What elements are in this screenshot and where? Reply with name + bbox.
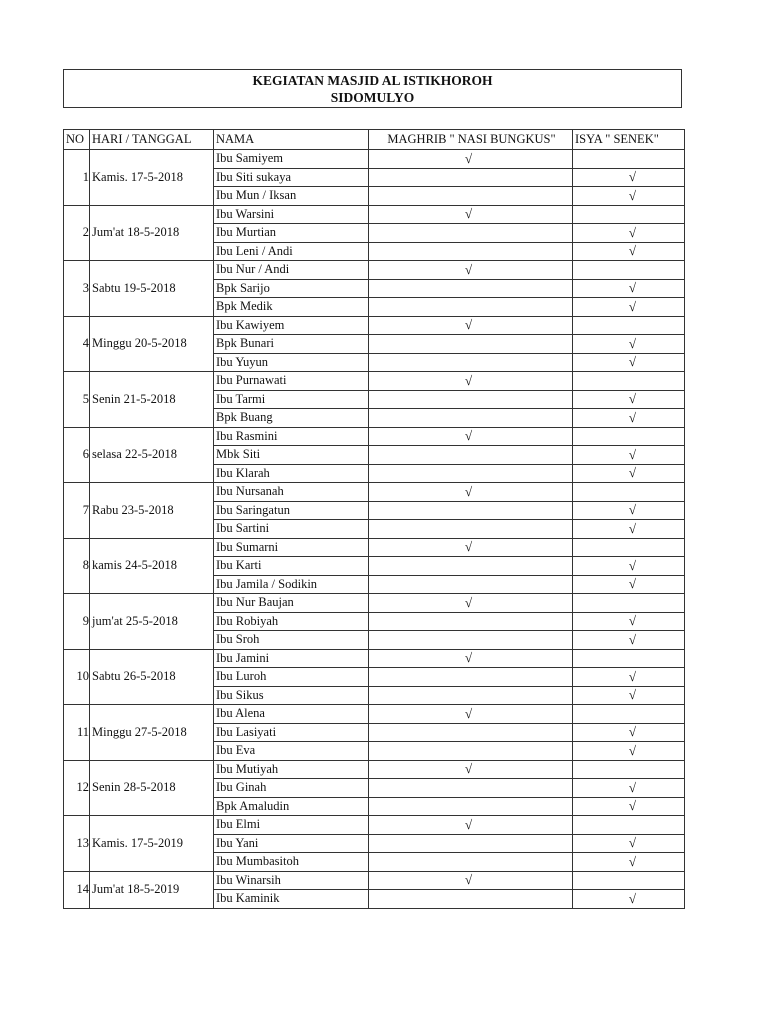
table-row (64, 427, 685, 446)
table-row (64, 816, 685, 835)
isya-check-cell: √ (573, 298, 685, 317)
table-row (64, 261, 685, 280)
row-name: Bpk Amaludin (214, 797, 369, 816)
isya-check-cell (573, 649, 685, 668)
maghrib-check-cell: √ (369, 760, 573, 779)
isya-check-cell (573, 538, 685, 557)
row-name: Ibu Kaminik (214, 890, 369, 909)
schedule-body (64, 150, 685, 909)
row-name: Ibu Sumarni (214, 538, 369, 557)
maghrib-check-cell: √ (369, 261, 573, 280)
row-name: Bpk Buang (214, 409, 369, 428)
isya-check-cell (573, 261, 685, 280)
isya-check-cell: √ (573, 464, 685, 483)
row-date: Kamis. 17-5-2019 (90, 816, 214, 872)
table-row (64, 649, 685, 668)
maghrib-check-cell (369, 242, 573, 261)
row-name: Ibu Purnawati (214, 372, 369, 391)
maghrib-check-cell (369, 464, 573, 483)
row-name: Bpk Medik (214, 298, 369, 317)
isya-check-cell (573, 594, 685, 613)
maghrib-check-cell (369, 446, 573, 465)
maghrib-check-cell (369, 723, 573, 742)
maghrib-check-cell (369, 353, 573, 372)
row-name: Ibu Sartini (214, 520, 369, 539)
header-isya: ISYA " SENEK" (573, 130, 685, 150)
row-name: Bpk Sarijo (214, 279, 369, 298)
table-row (64, 538, 685, 557)
isya-check-cell (573, 150, 685, 169)
maghrib-check-cell (369, 409, 573, 428)
row-name: Ibu Tarmi (214, 390, 369, 409)
row-name: Ibu Alena (214, 705, 369, 724)
row-date: Jum'at 18-5-2019 (90, 871, 214, 908)
isya-check-cell: √ (573, 742, 685, 761)
header-maghrib: MAGHRIB " NASI BUNGKUS" (369, 130, 573, 150)
maghrib-check-cell: √ (369, 649, 573, 668)
isya-check-cell: √ (573, 797, 685, 816)
row-name: Ibu Rasmini (214, 427, 369, 446)
isya-check-cell: √ (573, 335, 685, 354)
row-date: jum'at 25-5-2018 (90, 594, 214, 650)
table-row (64, 594, 685, 613)
maghrib-check-cell: √ (369, 483, 573, 502)
row-name: Ibu Lasiyati (214, 723, 369, 742)
isya-check-cell: √ (573, 242, 685, 261)
row-name: Ibu Nursanah (214, 483, 369, 502)
row-name: Mbk Siti (214, 446, 369, 465)
maghrib-check-cell (369, 168, 573, 187)
row-number: 14 (64, 871, 90, 908)
table-row (64, 483, 685, 502)
maghrib-check-cell (369, 834, 573, 853)
row-name: Ibu Sikus (214, 686, 369, 705)
row-number: 13 (64, 816, 90, 872)
table-row (64, 760, 685, 779)
maghrib-check-cell (369, 686, 573, 705)
row-number: 6 (64, 427, 90, 483)
isya-check-cell (573, 427, 685, 446)
maghrib-check-cell (369, 298, 573, 317)
isya-check-cell: √ (573, 834, 685, 853)
isya-check-cell (573, 705, 685, 724)
row-name: Ibu Sroh (214, 631, 369, 650)
row-name: Ibu Robiyah (214, 612, 369, 631)
maghrib-check-cell: √ (369, 594, 573, 613)
maghrib-check-cell: √ (369, 150, 573, 169)
maghrib-check-cell (369, 890, 573, 909)
isya-check-cell (573, 205, 685, 224)
isya-check-cell: √ (573, 631, 685, 650)
row-name: Ibu Warsini (214, 205, 369, 224)
isya-check-cell: √ (573, 390, 685, 409)
row-name: Ibu Luroh (214, 668, 369, 687)
row-name: Ibu Winarsih (214, 871, 369, 890)
isya-check-cell (573, 760, 685, 779)
document-title: KEGIATAN MASJID AL ISTIKHOROH (252, 73, 493, 88)
table-row (64, 150, 685, 169)
maghrib-check-cell: √ (369, 871, 573, 890)
isya-check-cell: √ (573, 520, 685, 539)
row-number: 2 (64, 205, 90, 261)
maghrib-check-cell: √ (369, 427, 573, 446)
row-name: Ibu Murtian (214, 224, 369, 243)
header-hari: HARI / TANGGAL (90, 130, 214, 150)
row-number: 8 (64, 538, 90, 594)
row-name: Bpk Bunari (214, 335, 369, 354)
maghrib-check-cell (369, 853, 573, 872)
maghrib-check-cell (369, 797, 573, 816)
isya-check-cell: √ (573, 779, 685, 798)
table-row (64, 316, 685, 335)
maghrib-check-cell: √ (369, 316, 573, 335)
row-name: Ibu Jamini (214, 649, 369, 668)
schedule-table (63, 129, 685, 909)
maghrib-check-cell (369, 501, 573, 520)
row-name: Ibu Siti sukaya (214, 168, 369, 187)
row-name: Ibu Karti (214, 557, 369, 576)
isya-check-cell (573, 372, 685, 391)
isya-check-cell (573, 316, 685, 335)
isya-check-cell: √ (573, 279, 685, 298)
row-name: Ibu Mun / Iksan (214, 187, 369, 206)
isya-check-cell: √ (573, 557, 685, 576)
row-number: 4 (64, 316, 90, 372)
row-name: Ibu Kawiyem (214, 316, 369, 335)
maghrib-check-cell (369, 631, 573, 650)
row-number: 1 (64, 150, 90, 206)
row-date: Minggu 20-5-2018 (90, 316, 214, 372)
row-number: 5 (64, 372, 90, 428)
isya-check-cell: √ (573, 168, 685, 187)
row-name: Ibu Nur Baujan (214, 594, 369, 613)
row-name: Ibu Saringatun (214, 501, 369, 520)
maghrib-check-cell (369, 224, 573, 243)
maghrib-check-cell (369, 779, 573, 798)
row-name: Ibu Yani (214, 834, 369, 853)
isya-check-cell: √ (573, 612, 685, 631)
row-name: Ibu Mutiyah (214, 760, 369, 779)
maghrib-check-cell (369, 668, 573, 687)
maghrib-check-cell (369, 187, 573, 206)
row-name: Ibu Eva (214, 742, 369, 761)
row-date: Minggu 27-5-2018 (90, 705, 214, 761)
row-date: Senin 28-5-2018 (90, 760, 214, 816)
row-name: Ibu Yuyun (214, 353, 369, 372)
header-nama: NAMA (214, 130, 369, 150)
row-number: 10 (64, 649, 90, 705)
row-name: Ibu Jamila / Sodikin (214, 575, 369, 594)
isya-check-cell (573, 816, 685, 835)
maghrib-check-cell: √ (369, 372, 573, 391)
maghrib-check-cell (369, 335, 573, 354)
isya-check-cell: √ (573, 501, 685, 520)
isya-check-cell: √ (573, 686, 685, 705)
header-no: NO (64, 130, 90, 150)
row-number: 11 (64, 705, 90, 761)
isya-check-cell: √ (573, 723, 685, 742)
document-title-box (63, 69, 682, 108)
row-date: Senin 21-5-2018 (90, 372, 214, 428)
row-number: 7 (64, 483, 90, 539)
isya-check-cell: √ (573, 890, 685, 909)
table-row (64, 705, 685, 724)
row-date: selasa 22-5-2018 (90, 427, 214, 483)
table-row (64, 205, 685, 224)
row-date: Rabu 23-5-2018 (90, 483, 214, 539)
row-name: Ibu Samiyem (214, 150, 369, 169)
row-number: 3 (64, 261, 90, 317)
table-row (64, 372, 685, 391)
row-date: kamis 24-5-2018 (90, 538, 214, 594)
header-row (64, 130, 685, 150)
maghrib-check-cell (369, 279, 573, 298)
maghrib-check-cell (369, 557, 573, 576)
maghrib-check-cell (369, 612, 573, 631)
maghrib-check-cell (369, 742, 573, 761)
maghrib-check-cell (369, 390, 573, 409)
document-subtitle: SIDOMULYO (330, 90, 415, 105)
isya-check-cell (573, 483, 685, 502)
row-name: Ibu Leni / Andi (214, 242, 369, 261)
isya-check-cell: √ (573, 224, 685, 243)
maghrib-check-cell: √ (369, 205, 573, 224)
row-name: Ibu Klarah (214, 464, 369, 483)
row-number: 9 (64, 594, 90, 650)
maghrib-check-cell: √ (369, 705, 573, 724)
table-row (64, 871, 685, 890)
isya-check-cell (573, 871, 685, 890)
isya-check-cell: √ (573, 446, 685, 465)
row-name: Ibu Mumbasitoh (214, 853, 369, 872)
row-name: Ibu Elmi (214, 816, 369, 835)
row-date: Kamis. 17-5-2018 (90, 150, 214, 206)
isya-check-cell: √ (573, 409, 685, 428)
row-name: Ibu Nur / Andi (214, 261, 369, 280)
isya-check-cell: √ (573, 353, 685, 372)
isya-check-cell: √ (573, 668, 685, 687)
maghrib-check-cell (369, 575, 573, 594)
row-number: 12 (64, 760, 90, 816)
row-date: Jum'at 18-5-2018 (90, 205, 214, 261)
isya-check-cell: √ (573, 853, 685, 872)
maghrib-check-cell: √ (369, 816, 573, 835)
maghrib-check-cell: √ (369, 538, 573, 557)
maghrib-check-cell (369, 520, 573, 539)
isya-check-cell: √ (573, 575, 685, 594)
row-date: Sabtu 19-5-2018 (90, 261, 214, 317)
row-name: Ibu Ginah (214, 779, 369, 798)
row-date: Sabtu 26-5-2018 (90, 649, 214, 705)
isya-check-cell: √ (573, 187, 685, 206)
